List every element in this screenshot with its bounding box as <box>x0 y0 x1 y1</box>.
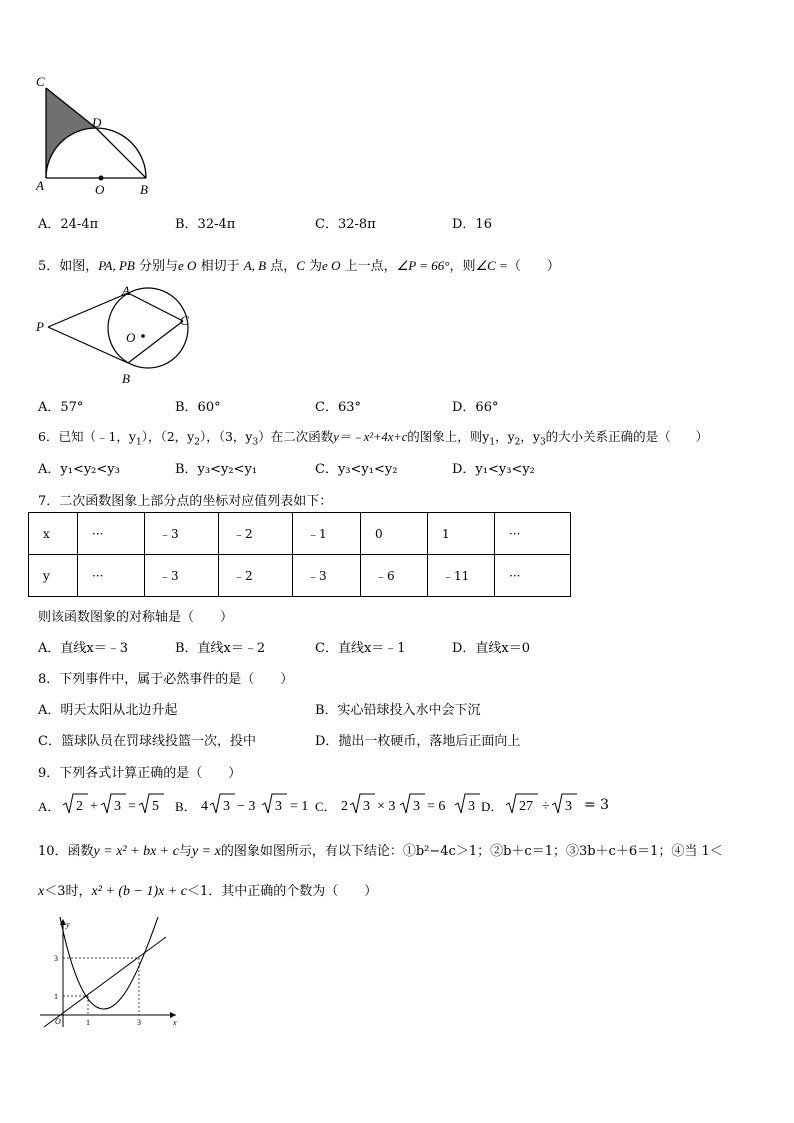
q8-option-c[interactable]: C．篮球队员在罚球线投篮一次，投中 <box>38 734 256 749</box>
q5-text: 分别与 <box>134 259 179 274</box>
table-cell: ﹣2 <box>219 555 293 597</box>
table-row-y <box>29 555 571 597</box>
segment-db <box>96 128 146 178</box>
q5-num: 5．如图， <box>38 259 99 274</box>
q5-circle-o: e O <box>178 258 197 273</box>
q4-option-d[interactable]: D．16 <box>452 217 492 232</box>
times-coef: × 3 <box>377 799 396 814</box>
table-row-x <box>29 513 571 555</box>
q5-figure <box>30 283 210 388</box>
q5-ab: A, B <box>243 258 267 273</box>
label-p: P <box>36 319 44 334</box>
q6-text: ），（2，y <box>141 429 195 444</box>
q4-option-c[interactable]: C．32-8π <box>315 217 376 232</box>
radicand: 3 <box>275 799 282 814</box>
table-cell: ··· <box>78 513 145 555</box>
q9-option-a-label: A． <box>38 799 61 814</box>
label-d: D <box>92 115 102 130</box>
chord-ac <box>128 293 183 321</box>
table-cell: ··· <box>495 513 571 555</box>
tick-x1: 1 <box>86 1018 90 1027</box>
table-cell: y <box>29 555 78 597</box>
q8-title: 8．下列事件中，属于必然事件的是（ ） <box>38 672 294 687</box>
label-origin: O <box>55 1017 61 1026</box>
q5-text: ，则 <box>449 259 476 274</box>
label-b: B <box>140 182 148 197</box>
minus-coef: − 3 <box>237 799 256 814</box>
q6-option-b[interactable]: B．y₃<y₂<y₁ <box>175 462 258 477</box>
q9-option-c-label: C． <box>315 799 337 814</box>
q5-bracket: （ ） <box>507 259 560 274</box>
q6-text: 的大小关系正确的是（ ） <box>545 429 709 444</box>
coef: 2 <box>341 799 348 814</box>
q5-circle-o2: e O <box>322 258 341 273</box>
q5-option-c[interactable]: C．63° <box>315 400 361 415</box>
plus: + <box>90 799 98 814</box>
equals-one: = 1 <box>290 799 309 814</box>
q6-text: 的图象上，则y <box>407 429 490 444</box>
q7-question: 则该函数图象的对称轴是（ ） <box>38 610 234 625</box>
table-cell: ﹣3 <box>293 555 361 597</box>
q6-sub: 3 <box>252 437 259 448</box>
q6-sub: 2 <box>194 437 200 448</box>
table-cell: x <box>29 513 78 555</box>
tick-y3: 3 <box>54 954 58 963</box>
tangent-pb <box>48 327 128 363</box>
q5-c: C <box>296 258 305 273</box>
q10-stem-line2 <box>38 880 377 900</box>
label-x: x <box>173 1018 177 1027</box>
label-c: C <box>36 74 45 89</box>
radicand: 3 <box>114 799 121 814</box>
q6-text: ），（3，y <box>199 429 253 444</box>
radicand: 3 <box>223 799 230 814</box>
q5-text: 为 <box>304 259 323 274</box>
q8-option-d[interactable]: D．抛出一枚硬币，落地后正面向上 <box>315 734 521 749</box>
q10-text: ＜1．其中正确的个数为（ ） <box>187 884 378 899</box>
radicand: 5 <box>152 799 159 814</box>
equals: = <box>128 799 136 814</box>
q10-graph <box>36 915 186 1030</box>
table-cell: ﹣3 <box>145 513 219 555</box>
circle-o <box>108 288 188 368</box>
q10-text: 与 <box>178 844 192 859</box>
q5-text: 相切于 <box>196 259 244 274</box>
tick-x3: 3 <box>137 1018 141 1027</box>
table-cell: 1 <box>428 513 495 555</box>
shaded-region <box>46 88 96 178</box>
q6-text: ，y <box>495 429 515 444</box>
q6-function: y＝﹣x²+4x+c <box>333 430 408 444</box>
q10-text: 10．函数 <box>38 844 94 859</box>
q9-title: 9．下列各式计算正确的是（ ） <box>38 766 242 781</box>
equals-coef: = 6 <box>427 799 446 814</box>
q5-angle-c: ∠C = <box>475 258 508 273</box>
center-point <box>99 176 104 181</box>
q8-option-b[interactable]: B．实心铅球投入水中会下沉 <box>315 703 481 718</box>
q5-pa-pb: PA, PB <box>98 258 135 273</box>
q10-text: 的图象如图所示，有以下结论：①b²−4c＞1；②b＋c＝1；③3b＋c＋6＝1；④当 1＜ <box>220 844 723 859</box>
radicand: 3 <box>363 799 370 814</box>
q7-option-c[interactable]: C．直线x＝﹣1 <box>315 641 406 656</box>
q5-option-a[interactable]: A．57° <box>38 400 84 415</box>
q10-func1: y = x² + bx + c <box>93 844 179 859</box>
q4-figure <box>30 72 170 202</box>
q6-sub: 1 <box>489 437 496 448</box>
q5-option-d[interactable]: D．66° <box>452 400 499 415</box>
q6-sub: 1 <box>135 437 142 448</box>
label-b: B <box>122 371 130 386</box>
q5-text: 上一点， <box>340 259 397 274</box>
table-cell: ··· <box>495 555 571 597</box>
q6-text: 6．已知（﹣1，y <box>38 429 136 444</box>
table-cell: ﹣1 <box>293 513 361 555</box>
q10-stem-line1 <box>38 840 723 860</box>
radicand: 27 <box>519 799 533 814</box>
label-o: O <box>126 330 136 345</box>
q10-text: ＜3时， <box>44 884 92 899</box>
q5-option-b[interactable]: B．60° <box>175 400 221 415</box>
q5-text: 点， <box>266 259 297 274</box>
parabola <box>60 917 158 1009</box>
q5-angle-p: ∠P = 66° <box>396 258 450 273</box>
q6-option-a[interactable]: A．y₁<y₂<y₃ <box>38 462 120 477</box>
center-dot <box>141 334 145 338</box>
divide: ÷ <box>542 799 550 814</box>
q7-title: 7．二次函数图象上部分点的坐标对应值列表如下： <box>38 494 333 509</box>
q7-option-a[interactable]: A．直线x＝﹣3 <box>38 641 128 656</box>
label-a: A <box>122 283 130 298</box>
q7-value-table <box>28 512 571 597</box>
radicand: 3 <box>413 799 420 814</box>
q9-option-d-label-visible: D． <box>481 799 504 814</box>
q6-stem <box>38 427 708 448</box>
coef: 4 <box>201 799 208 814</box>
radicand: 2 <box>76 799 83 814</box>
label-y: y <box>66 920 70 929</box>
tick-y1: 1 <box>54 992 58 1001</box>
label-a: A <box>36 178 44 193</box>
q10-func2: y = x <box>191 844 221 859</box>
table-cell: ﹣6 <box>361 555 428 597</box>
table-cell: 0 <box>361 513 428 555</box>
label-c: C <box>180 313 189 328</box>
radicand: 3 <box>565 799 572 814</box>
q6-sub: 2 <box>514 437 521 448</box>
q8-option-a[interactable]: A．明天太阳从北边升起 <box>38 703 178 718</box>
q4-option-b[interactable]: B．32-4π <box>175 217 236 232</box>
q7-option-d[interactable]: D．直线x＝0 <box>452 641 531 656</box>
tangent-pa <box>48 293 128 327</box>
table-cell: ··· <box>78 555 145 597</box>
q6-text: ，y <box>520 429 540 444</box>
q9-option-d-result: = 3 <box>584 797 610 813</box>
q6-option-c[interactable]: C．y₃<y₁<y₂ <box>315 462 398 477</box>
q9-option-b-label: B． <box>175 799 197 814</box>
q5-stem <box>38 255 560 274</box>
table-cell: ﹣3 <box>145 555 219 597</box>
q6-sub: 3 <box>539 437 546 448</box>
q9-options <box>30 790 590 822</box>
table-cell: ﹣2 <box>219 513 293 555</box>
q4-option-a[interactable]: A．24-4π <box>38 217 99 232</box>
q10-x: x <box>38 884 45 899</box>
table-cell: ﹣11 <box>428 555 495 597</box>
q7-option-b[interactable]: B．直线x＝﹣2 <box>175 641 266 656</box>
label-o: O <box>95 182 105 197</box>
chord-bc <box>128 321 183 363</box>
q6-option-d[interactable]: D．y₁<y₃<y₂ <box>452 462 535 477</box>
q6-text: ）在二次函数 <box>258 429 334 444</box>
q10-expression: x² + (b − 1)x + c <box>91 884 188 899</box>
radicand: 3 <box>468 799 475 814</box>
line-y-eq-x <box>44 937 166 1027</box>
